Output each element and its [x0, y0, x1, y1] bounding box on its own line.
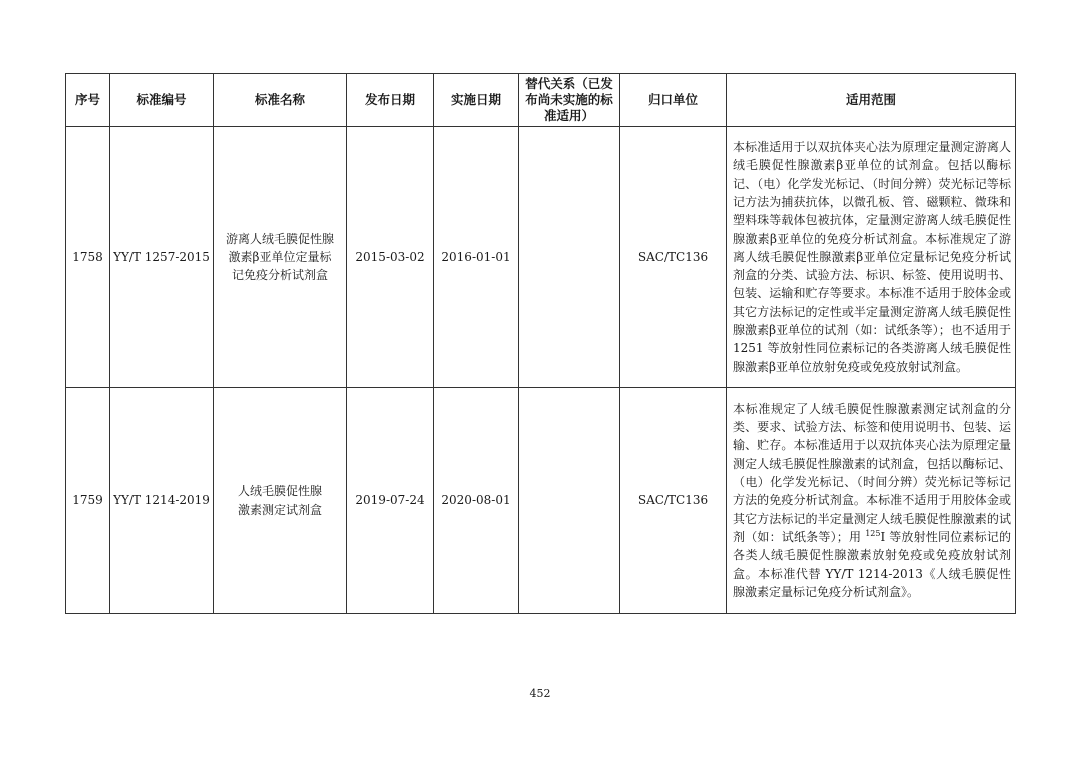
- cell-scope: 本标准适用于以双抗体夹心法为原理定量测定游离人绒毛膜促性腺激素β亚单位的试剂盒。包括以酶标记、（电）化学发光标记、（时间分辨）荧光标记等标记方法为捕获抗体，以微孔板、管、磁颗粒、微珠和塑料珠等载体包被抗体，定量测定游离人绒毛膜促性腺激素β亚单位的免疫分析试剂盒。本标准规定了游离人绒毛膜促性腺激素β亚单位定量标记免疫分析试剂盒的分类、试验方法、标识、标签、使用说明书、包装、运输和贮存等要求。本标准不适用于胶体金或其它方法标记的定性或半定量测定游离人绒毛膜促性腺激素β亚单位的试剂（如：试纸条等）；也不适用于 1251 等放射性同位素标记的各类游离人绒毛膜促性腺激素β亚单位放射免疫或免疫放射试剂盒。: [727, 127, 1016, 388]
- cell-name: 人绒毛膜促性腺激素测定试剂盒: [214, 388, 347, 614]
- cell-unit: SAC/TC136: [620, 388, 727, 614]
- cell-code: YY/T 1214-2019: [110, 388, 214, 614]
- cell-effective-date: 2020-08-01: [434, 388, 519, 614]
- header-row: [66, 74, 1016, 127]
- cell-replacement: [519, 127, 620, 388]
- page-number: 452: [529, 687, 551, 700]
- cell-name: 游离人绒毛膜促性腺激素β亚单位定量标记免疫分析试剂盒: [214, 127, 347, 388]
- header-name: 标准名称: [214, 74, 347, 127]
- scope-text-part2: I 等放射性同位素标记的各类人绒毛膜促性腺激素放射免疫或免疫放射试剂盒。本标准代替 YY/T 1214-2013《人绒毛膜促性腺激素定量标记免疫分析试剂盒》。: [733, 529, 1011, 599]
- cell-unit: SAC/TC136: [620, 127, 727, 388]
- cell-effective-date: 2016-01-01: [434, 127, 519, 388]
- header-scope: 适用范围: [727, 74, 1016, 127]
- header-seq: 序号: [66, 74, 110, 127]
- header-effective-date: 实施日期: [434, 74, 519, 127]
- cell-publish-date: 2015-03-02: [347, 127, 434, 388]
- cell-publish-date: 2019-07-24: [347, 388, 434, 614]
- standards-table: [65, 73, 1016, 614]
- header-publish-date: 发布日期: [347, 74, 434, 127]
- cell-scope: [727, 388, 1016, 614]
- scope-text-part1: 本标准规定了人绒毛膜促性腺激素测定试剂盒的分类、要求、试验方法、标签和使用说明书、包装、运输、贮存。本标准适用于以双抗体夹心法为原理定量测定人绒毛膜促性腺激素的试剂盒，包括以酶标记、（电）化学发光标记、（时间分辨）荧光标记等标记方法的免疫分析试剂盒。本标准不适用于用胶体金或其它方法标记的半定量测定人绒毛膜促性腺激素的试剂（如：试纸条等）；用: [733, 401, 1011, 544]
- cell-replacement: [519, 388, 620, 614]
- table-row: [66, 388, 1016, 614]
- cell-code: YY/T 1257-2015: [110, 127, 214, 388]
- scope-superscript: 125: [865, 528, 881, 538]
- table-row: [66, 127, 1016, 388]
- cell-seq: 1759: [66, 388, 110, 614]
- header-replacement: 替代关系（已发布尚未实施的标准适用）: [519, 74, 620, 127]
- header-code: 标准编号: [110, 74, 214, 127]
- cell-seq: 1758: [66, 127, 110, 388]
- header-unit: 归口单位: [620, 74, 727, 127]
